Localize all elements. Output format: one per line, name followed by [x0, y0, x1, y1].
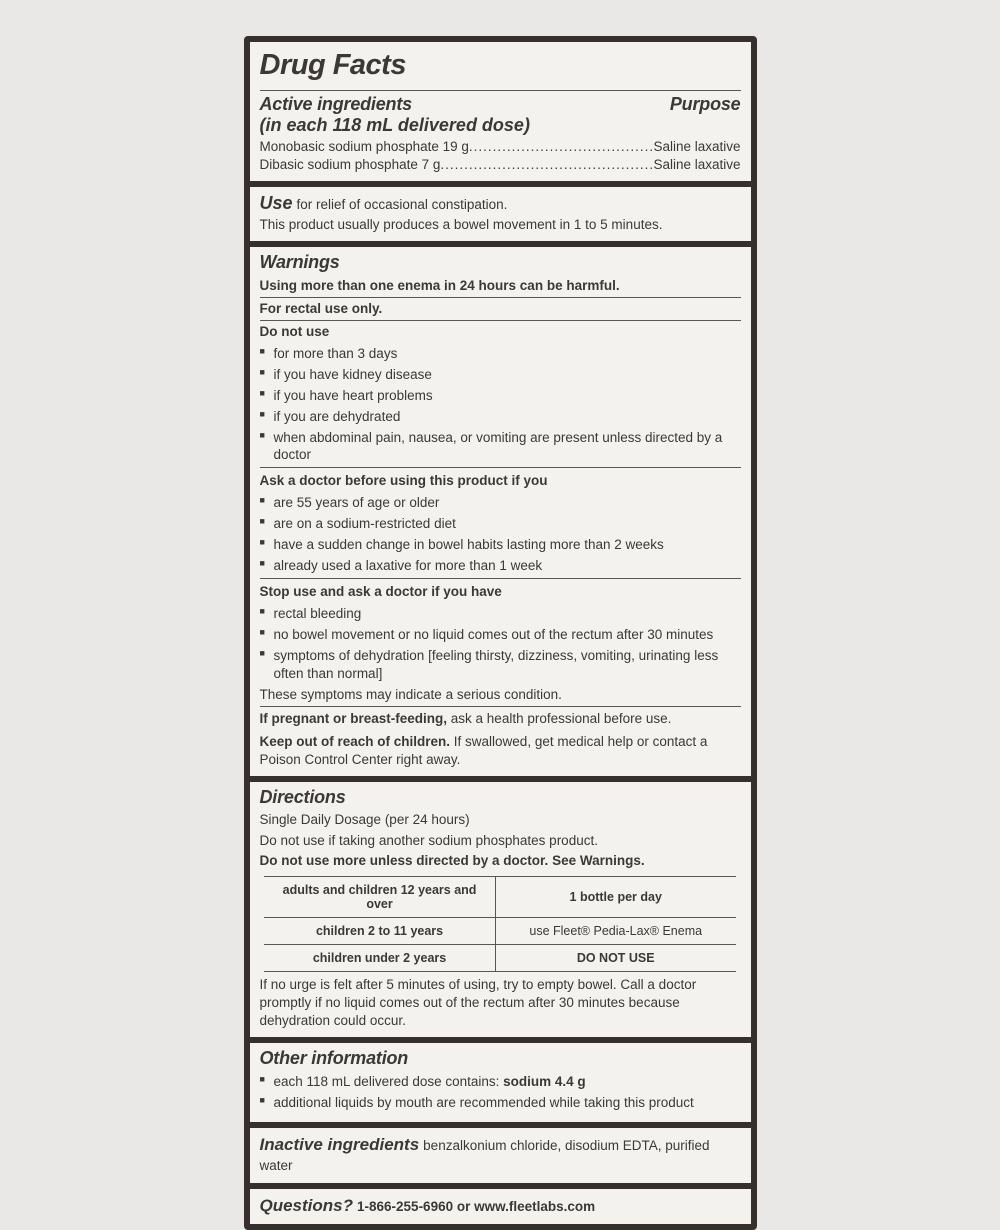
ingredient-row: [260, 156, 741, 174]
divider: [260, 90, 741, 91]
other-information-list: [260, 1073, 741, 1112]
pregnant-warning: [260, 710, 741, 728]
table-row: [264, 945, 735, 972]
warnings-harmful: Using more than one enema in 24 hours can be harmful.: [259, 277, 620, 293]
drug-facts-label: [244, 36, 757, 1230]
dosage-amount: DO NOT USE: [576, 951, 655, 966]
drug-facts-title: Drug Facts: [259, 49, 406, 81]
directions-line2: Do not use if taking another sodium phosphates product.: [259, 832, 598, 848]
dosage-group: adults and children 12 years and over: [264, 877, 495, 918]
active-ingredients-heading: Active ingredients: [259, 94, 412, 114]
divider: [260, 578, 741, 579]
section-inactive-ingredients: [250, 1122, 751, 1183]
list-item: ■ rectal bleeding: [260, 605, 741, 623]
ask-doctor-list: [260, 494, 741, 575]
section-warnings: [250, 241, 751, 776]
warnings-heading: Warnings: [259, 251, 340, 272]
stop-use-note: These symptoms may indicate a serious condition.: [259, 686, 562, 702]
ingredient-purpose: Saline laxative: [653, 139, 741, 154]
dosage-amount: 1 bottle per day: [495, 877, 735, 918]
sodium-amount: sodium 4.4 g: [503, 1073, 586, 1089]
dosage-group: children under 2 years: [264, 945, 495, 972]
dosage-amount: use Fleet® Pedia-Lax® Enema: [495, 918, 735, 945]
list-item: ■ are 55 years of age or older: [260, 494, 741, 512]
table-row: [264, 877, 735, 918]
use-line2: This product usually produces a bowel movement in 1 to 5 minutes.: [259, 216, 663, 232]
section-header: [250, 42, 751, 181]
list-item: ■ symptoms of dehydration [feeling thirsty, dizziness, vomiting, urinating less often than normal]: [260, 647, 741, 682]
ask-doctor-heading: Ask a doctor before using this product if you: [259, 473, 548, 489]
divider: [260, 320, 741, 321]
section-directions: [250, 776, 751, 1038]
table-row: [264, 918, 735, 945]
use-heading: Use: [259, 192, 293, 213]
list-item: ■ already used a laxative for more than 1 week: [260, 557, 741, 575]
questions-heading: Questions?: [259, 1195, 354, 1215]
do-not-use-heading: Do not use: [259, 323, 330, 339]
directions-line1: Single Daily Dosage (per 24 hours): [259, 811, 470, 827]
dose-contains-text: each 118 mL delivered dose contains:: [273, 1073, 504, 1089]
other-information-heading: Other information: [259, 1048, 409, 1069]
pregnant-warning-rest: ask a health professional before use.: [447, 710, 672, 726]
list-item: ■ no bowel movement or no liquid comes out of the rectum after 30 minutes: [260, 626, 741, 644]
section-use: [250, 181, 751, 241]
ingredient-purpose: Saline laxative: [653, 156, 741, 172]
ingredient-name: Dibasic sodium phosphate 7 g: [259, 156, 441, 172]
purpose-heading: Purpose: [669, 94, 741, 114]
directions-line3: Do not use more unless directed by a doctor. See Warnings.: [259, 853, 645, 869]
divider: [260, 297, 741, 298]
list-item: ■ if you are dehydrated: [260, 408, 741, 426]
inactive-ingredients-heading: Inactive ingredients: [259, 1134, 420, 1154]
stop-use-list: [260, 605, 741, 682]
list-item: [260, 1073, 741, 1091]
children-warning-bold: Keep out of reach of children.: [259, 733, 451, 749]
divider: [260, 706, 741, 707]
use-text: for relief of occasional constipation.: [296, 196, 508, 212]
list-item: ■ if you have kidney disease: [260, 366, 741, 384]
dosage-table: [264, 876, 735, 972]
children-warning-rest: If swallowed, get medical help or contact a Poison Control Center right away.: [259, 733, 708, 767]
dose-subheading: (in each 118 mL delivered dose): [259, 115, 530, 135]
list-item: ■ additional liquids by mouth are recommended while taking this product: [260, 1094, 741, 1112]
section-other-information: [250, 1037, 751, 1122]
questions-contact: 1-866-255-6960 or www.fleetlabs.com: [357, 1198, 596, 1214]
do-not-use-list: [260, 345, 741, 464]
inactive-ingredients-text: benzalkonium chloride, disodium EDTA, purified water: [259, 1137, 710, 1173]
stop-use-heading: Stop use and ask a doctor if you have: [259, 584, 502, 600]
directions-note: If no urge is felt after 5 minutes of using, try to empty bowel. Call a doctor promptly if no liquid comes out of the rectum after 30 minutes because dehydration could occur.: [259, 977, 697, 1029]
directions-heading: Directions: [259, 786, 346, 807]
list-item: ■ if you have heart problems: [260, 387, 741, 405]
list-item: ■ when abdominal pain, nausea, or vomiting are present unless directed by a doctor: [260, 429, 741, 464]
list-item: ■ for more than 3 days: [260, 345, 741, 363]
section-questions: [250, 1183, 751, 1225]
dotted-leader: [469, 138, 654, 156]
dosage-group: children 2 to 11 years: [264, 918, 495, 945]
pregnant-warning-bold: If pregnant or breast-feeding,: [259, 710, 448, 726]
warnings-rectal: For rectal use only.: [259, 300, 383, 316]
dotted-leader: [440, 156, 653, 174]
ingredient-name: Monobasic sodium phosphate 19 g: [259, 139, 469, 154]
list-item: ■ are on a sodium-restricted diet: [260, 515, 741, 533]
children-warning: [260, 733, 741, 769]
list-item: ■ have a sudden change in bowel habits lasting more than 2 weeks: [260, 536, 741, 554]
ingredient-row: [260, 138, 741, 156]
divider: [260, 467, 741, 468]
